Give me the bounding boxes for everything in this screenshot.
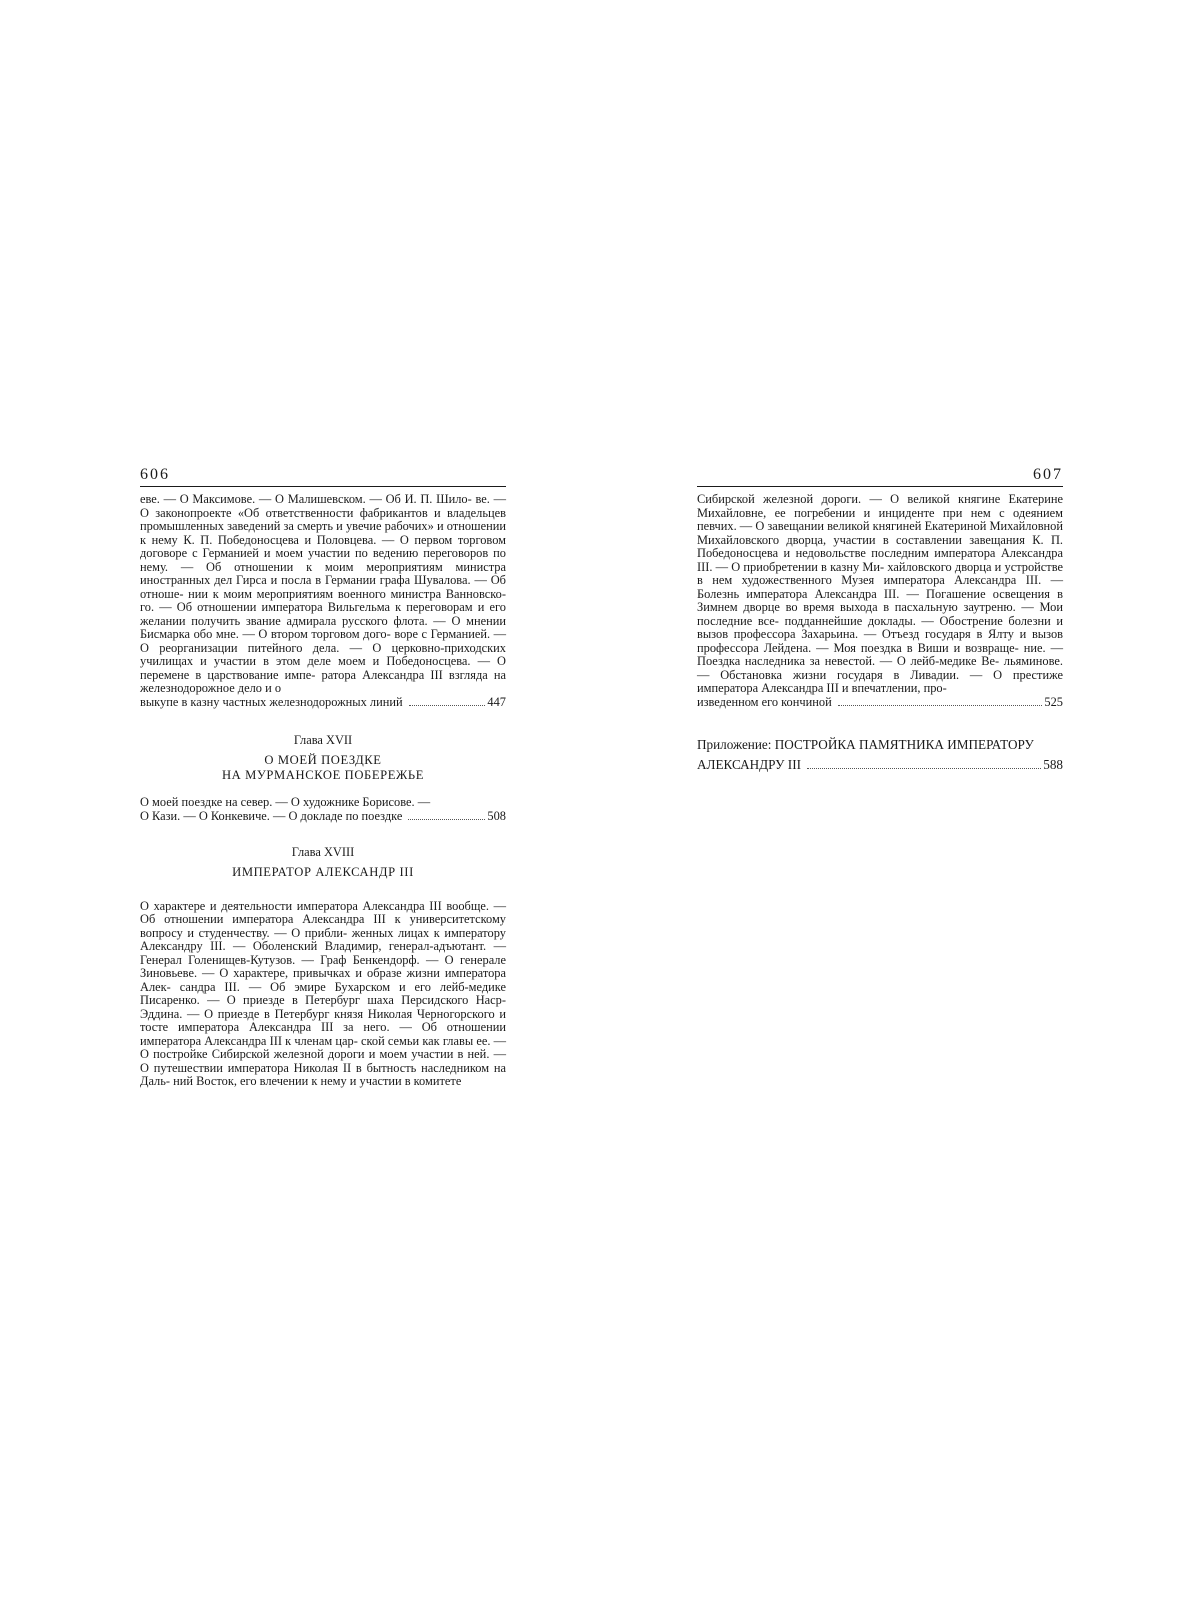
chapter-18-heading xyxy=(140,845,506,880)
entry-line: О моей поездке на север. — О художнике Борисове. — xyxy=(140,795,431,809)
entry-page-number: 508 xyxy=(487,808,506,823)
entry-line: го. — Об отношении императора Вильгельма к переговорам xyxy=(140,600,473,614)
toc-entry-chapter-17 xyxy=(140,796,506,823)
entry-line: завещания К. П. Победоносцева и недовольстве последним xyxy=(697,532,1063,560)
chapter-title-line: ИМПЕРАТОР АЛЕКСАНДР III xyxy=(232,865,414,879)
appendix-title-cont: АЛЕКСАНДРУ III xyxy=(697,757,801,772)
entry-line: подданнейшие доклады. — Обострение болезни и вызов xyxy=(697,613,1063,641)
entry-line: профессора Захарьина. — Отъезд государя в Ялту и вызов xyxy=(733,627,1063,641)
toc-last-line xyxy=(140,810,506,824)
entry-page-number: 525 xyxy=(1044,694,1063,709)
entry-line: и его желании получить звание адмирала русского флота. — xyxy=(140,600,506,628)
entry-line: Наср-Эддина. — О приезде в Петербург князя Николая xyxy=(140,993,506,1021)
entry-line: железной дороги и моем участии в ней. — О путешествии xyxy=(140,1047,506,1075)
entry-line: льяминове. — Обстановка жизни государя в Ливадии. — xyxy=(697,654,1063,682)
entry-page-number: 588 xyxy=(1043,757,1063,772)
dot-leader xyxy=(838,705,1043,706)
entry-last-line: выкупе в казну частных железнодорожных линий xyxy=(140,694,403,709)
entry-line: рабочих» и отношении к нему К. П. Победоносцева и xyxy=(140,519,506,547)
entry-line: ний Восток, его влечении к нему и участии в комитете xyxy=(173,1074,462,1088)
entry-line: Михайловной Михайловского дворца, участии в составлении xyxy=(697,519,1063,547)
entry-line: профессора Лейдена. — Моя поездка в Виши и возвраще- xyxy=(697,640,1019,655)
entry-text xyxy=(697,493,1063,696)
entry-line: Половцева. — О первом торговом договоре с Германией и xyxy=(140,532,506,560)
entry-line: Об отношении императора Александра III к членам цар- xyxy=(140,1020,506,1048)
entry-text xyxy=(140,493,506,696)
right-page xyxy=(697,466,1063,775)
entry-line: Сибирской железной дороги. — О великой княгине Екатерине xyxy=(697,492,1063,506)
entry-text xyxy=(140,900,506,1089)
left-page-header xyxy=(140,466,506,487)
toc-entry-continuation-left xyxy=(140,493,506,709)
entry-line: ве. — О законопроекте «Об ответственности фабрикантов и xyxy=(140,492,506,520)
toc-entry-chapter-18 xyxy=(140,900,506,1089)
entry-line: — Граф Бенкендорф. — О генерале Зиновьеве. — xyxy=(140,952,506,980)
entry-line: императора Николая II в бытность наследником на Даль- xyxy=(140,1060,506,1088)
entry-line: императора Александра III. — О приобретении в казну Ми- xyxy=(697,546,1063,574)
entry-line: Черногорского и тосте императора Александра III за него. — xyxy=(140,1006,506,1034)
entry-line: хайловского дворца и устройстве в нем художественного xyxy=(697,559,1063,587)
entry-line: Александра III. — Погашение освещения в Зимнем дворце во xyxy=(697,586,1063,614)
entry-line: время выхода в пасхальную заутреню. — Мои последние все- xyxy=(697,600,1063,628)
entry-line: нии к моим мероприятиям военного министра Ванновско- xyxy=(188,586,506,601)
page-number-right: 607 xyxy=(1033,466,1063,483)
dot-leader xyxy=(408,819,485,820)
entry-line: отношении к моим мероприятиям министра иностранных xyxy=(140,559,506,587)
chapter-title-line: О МОЕЙ ПОЕЗДКЕ xyxy=(264,753,382,767)
toc-last-line xyxy=(140,696,506,710)
entry-text xyxy=(140,796,506,810)
entry-line: Музея императора Александра III. — Болезнь императора xyxy=(697,573,1063,601)
entry-line: Владимир, генерал-адъютант. — Генерал Голенищев-Кутузов. xyxy=(140,939,506,967)
chapter-title-line: НА МУРМАНСКОЕ ПОБЕРЕЖЬЕ xyxy=(221,767,425,782)
entry-line: университетскому вопросу и студенчеству. — О прибли- xyxy=(140,912,506,940)
toc-entry-continuation-right xyxy=(697,493,1063,709)
appendix-title: Приложение: ПОСТРОЙКА ПАМЯТНИКА ИМПЕРАТОРУ xyxy=(697,737,1034,752)
entry-line: моем участии по ведению переговоров по нему. — Об xyxy=(140,546,506,574)
entry-line: ратора Александра III взгляда на железнодорожное дело и о xyxy=(140,667,506,695)
chapter-label: Глава XVII xyxy=(293,733,353,747)
toc-entry-appendix xyxy=(697,735,1063,775)
entry-line: О мнении Бисмарка обо мне. — О втором торговом дого- xyxy=(140,613,506,641)
entry-line: О церковно-приходских училищах и участии в этом деле xyxy=(140,640,506,668)
entry-last-line: изведенном его кончиной xyxy=(697,694,832,709)
entry-page-number: 447 xyxy=(487,694,506,709)
chapter-17-heading xyxy=(140,733,506,782)
entry-line: воре с Германией. — О реорганизации питейного дела. — xyxy=(140,627,507,655)
entry-line: владельцев промышленных заведений за смерть и увечие xyxy=(140,505,506,533)
entry-line: О характере, привычках и образе жизни императора Алек- xyxy=(140,966,506,994)
entry-line: О престиже императора Александра III и впечатлении, про- xyxy=(697,667,1063,695)
entry-line: Писаренко. — О приезде в Петербург шаха Персидского xyxy=(140,993,469,1007)
entry-last-line: О Кази. — О Конкевиче. — О докладе по поездке xyxy=(140,808,403,823)
chapter-label: Глава XVIII xyxy=(291,845,355,859)
toc-last-line xyxy=(697,696,1063,710)
chapter-title xyxy=(140,753,506,782)
entry-line: женных лицах к императору Александру III. — Оболенский xyxy=(140,925,506,953)
entry-line: моем и Победоносцева. — О перемене в царствование импе- xyxy=(140,654,506,682)
right-page-header xyxy=(697,466,1063,487)
dot-leader xyxy=(807,768,1041,769)
page-number-left: 606 xyxy=(140,466,170,483)
entry-line: вообще. — Об отношении императора Александра III к xyxy=(140,898,506,926)
entry-line: О характере и деятельности императора Александра III xyxy=(140,898,442,913)
entry-line: певчих. — О завещании великой княгиней Екатериной xyxy=(697,519,987,533)
entry-line: ской семьи как главы ее. — О постройке Сибирской xyxy=(140,1033,506,1061)
entry-line: Михайловне, ее погребении и инциденте при нем с одеянием xyxy=(697,505,1063,520)
chapter-title xyxy=(140,865,506,880)
entry-line: сандра III. — Об эмире Бухарском и его лейб-медике xyxy=(179,979,506,994)
toc-last-line xyxy=(697,755,1063,775)
entry-line: дел Гирса и посла в Германии графа Шувалова. — Об отноше- xyxy=(140,573,506,601)
entry-line: ние. — Поездка наследника за невестой. — О лейб-медике Ве- xyxy=(697,640,1063,668)
entry-line: еве. — О Максимове. — О Малишевском. — Об И. П. Шило- xyxy=(140,492,472,506)
dot-leader xyxy=(409,705,486,706)
left-page xyxy=(140,466,506,1089)
